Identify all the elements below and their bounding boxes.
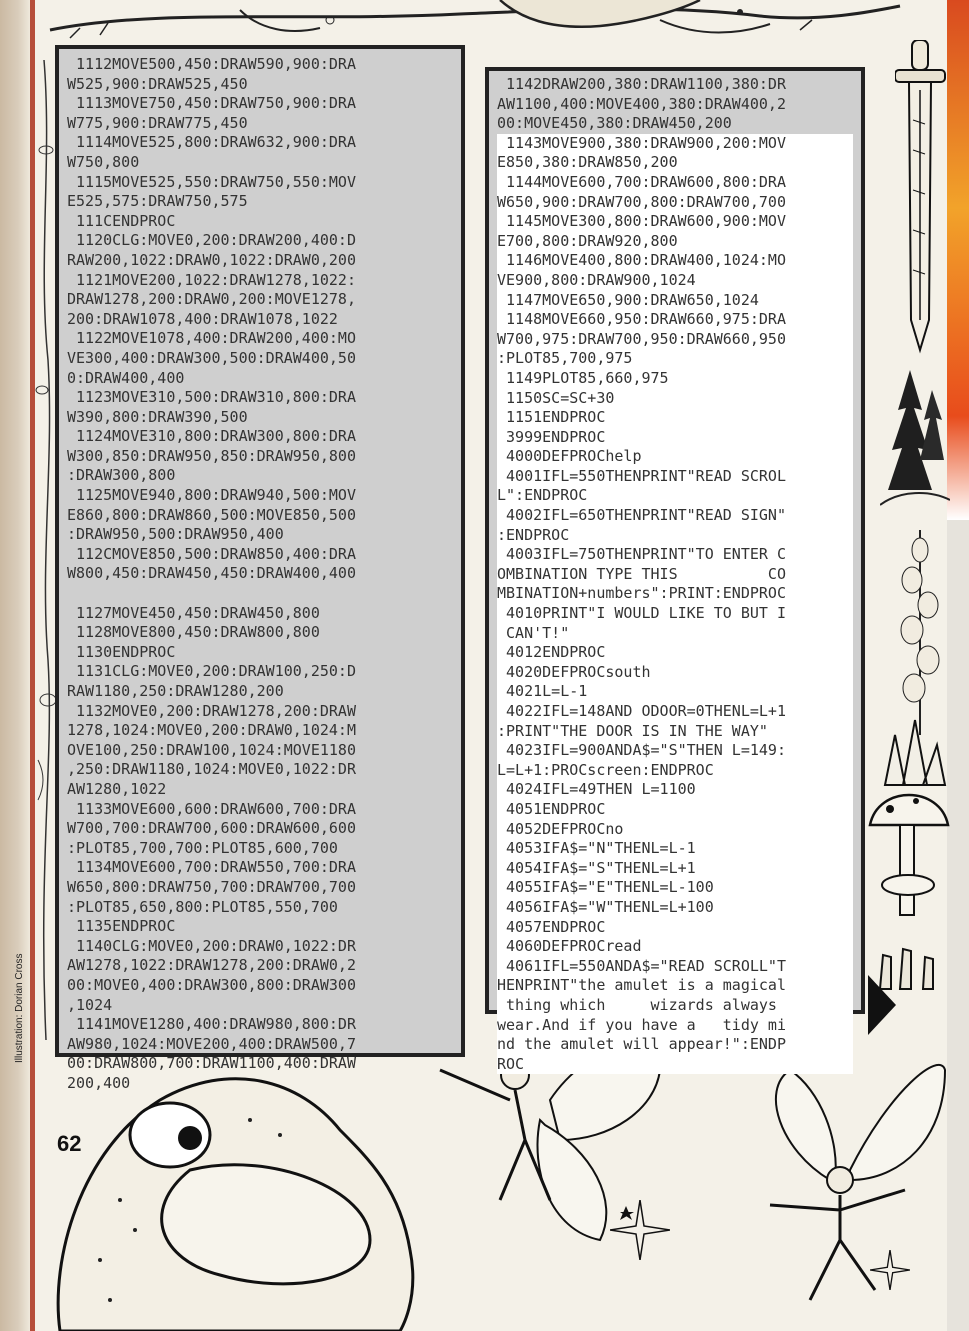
code-line: 1124MOVE310,800:DRAW300,800:DRA (67, 427, 356, 446)
code-line: :PRINT"THE DOOR IS IN THE WAY" (497, 722, 853, 742)
code-line: DRAW1278,200:DRAW0,200:MOVE1278, (67, 290, 356, 309)
code-line: ,250:DRAW1180,1024:MOVE0,1022:DR (67, 760, 356, 779)
code-line: 1115MOVE525,550:DRAW750,550:MOV (67, 172, 356, 191)
code-line: 4055IFA$="E"THENL=L-100 (497, 878, 853, 898)
code-line: OMBINATION TYPE THIS CO (497, 565, 853, 585)
code-line: E850,380:DRAW850,200 (497, 153, 853, 173)
code-line: thing which wizards always (497, 996, 853, 1016)
code-line: 1144MOVE600,700:DRAW600,800:DRA (497, 173, 853, 193)
code-line: 1132MOVE0,200:DRAW1278,200:DRAW (67, 701, 356, 720)
star-sparkle-icon (870, 1250, 910, 1290)
code-line: 4057ENDPROC (497, 918, 853, 938)
code-line: 4000DEFPROChelp (497, 447, 853, 467)
code-line: AW1278,1022:DRAW1278,200:DRAW0,2 (67, 956, 356, 975)
pine-trees-icon (880, 370, 950, 510)
code-line: 200:DRAW1078,400:DRAW1078,1022 (67, 309, 338, 328)
code-line: 1148MOVE660,950:DRAW660,975:DRA (497, 310, 853, 330)
code-line: 4052DEFPROCno (497, 820, 853, 840)
code-line: 1147MOVE650,900:DRAW650,1024 (497, 291, 853, 311)
code-line: VE300,400:DRAW300,500:DRAW400,50 (67, 348, 356, 367)
code-line: 4051ENDPROC (497, 800, 853, 820)
code-line: 00:MOVE0,400:DRAW300,800:DRAW300 (67, 975, 356, 994)
code-line: 1131CLG:MOVE0,200:DRAW100,250:D (67, 662, 356, 681)
code-line: 4061IFL=550ANDA$="READ SCROLL"T (497, 957, 853, 977)
code-line: W650,800:DRAW750,700:DRAW700,700 (67, 877, 356, 896)
arrow-marker-icon (868, 975, 898, 1035)
sword-icon (895, 40, 947, 360)
code-line: 4010PRINT"I WOULD LIKE TO BUT I (497, 604, 853, 624)
code-line: 1130ENDPROC (67, 642, 176, 661)
code-line: 4012ENDPROC (497, 643, 853, 663)
code-line: 4060DEFPROCread (497, 937, 853, 957)
code-line: 1120CLG:MOVE0,200:DRAW200,400:D (67, 231, 356, 250)
code-line (67, 584, 453, 604)
code-line: wear.And if you have a tidy mi (497, 1016, 853, 1036)
code-line: 4002IFL=650THENPRINT"READ SIGN" (497, 506, 853, 526)
right-page-edge (947, 520, 969, 1331)
code-listing-right (485, 67, 865, 1073)
code-line: 1113MOVE750,450:DRAW750,900:DRA (67, 94, 356, 113)
code-line: L=L+1:PROCscreen:ENDPROC (497, 761, 853, 781)
foxglove-flower-icon (890, 520, 950, 740)
code-line: 4023IFL=900ANDA$="S"THEN L=149: (497, 741, 853, 761)
code-line: 1125MOVE940,800:DRAW940,500:MOV (67, 486, 356, 505)
code-line: 4020DEFPROCsouth (497, 663, 853, 683)
code-line: :PLOT85,700,700:PLOT85,600,700 (67, 838, 338, 857)
code-line: 111CENDPROC (67, 211, 176, 230)
code-line: E525,575:DRAW750,575 (67, 192, 248, 211)
code-line: 1149PLOT85,660,975 (497, 369, 853, 389)
code-line: 00:MOVE450,380:DRAW450,200 (497, 114, 853, 134)
code-line: 4021L=L-1 (497, 682, 853, 702)
code-line: 1127MOVE450,450:DRAW450,800 (67, 603, 320, 622)
code-line: 1123MOVE310,500:DRAW310,800:DRA (67, 388, 356, 407)
code-line: 1278,1024:MOVE0,200:DRAW0,1024:M (67, 721, 356, 740)
code-line: :PLOT85,650,800:PLOT85,550,700 (67, 897, 338, 916)
code-line: CAN'T!" (497, 624, 853, 644)
code-line: L":ENDPROC (497, 486, 853, 506)
code-line: 1150SC=SC+30 (497, 389, 853, 409)
code-line: 1122MOVE1078,400:DRAW200,400:MO (67, 329, 356, 348)
code-line: W390,800:DRAW390,500 (67, 407, 248, 426)
code-line: 00:DRAW800,700:DRAW1100,400:DRAW (67, 1054, 356, 1073)
code-line: 1140CLG:MOVE0,200:DRAW0,1022:DR (67, 936, 356, 955)
code-line: 1145MOVE300,800:DRAW600,900:MOV (497, 212, 853, 232)
code-line: W700,975:DRAW700,950:DRAW660,950 (497, 330, 853, 350)
code-line: :DRAW300,800 (67, 466, 176, 485)
right-color-tab (947, 0, 969, 520)
code-line: 4003IFL=750THENPRINT"TO ENTER C (497, 545, 853, 565)
code-line: 200,400 (67, 1073, 131, 1092)
left-vine-icon (34, 60, 56, 1040)
code-line: RAW1180,250:DRAW1280,200 (67, 682, 284, 700)
code-line: 0:DRAW400,400 (67, 368, 185, 387)
illustration-credit (14, 1047, 24, 1063)
code-line: 1112MOVE500,450:DRAW590,900:DRA (67, 55, 356, 73)
code-line: 4054IFA$="S"THENL=L+1 (497, 859, 853, 879)
code-line: 4056IFA$="W"THENL=L+100 (497, 898, 853, 918)
code-line: W700,700:DRAW700,600:DRAW600,600 (67, 819, 356, 838)
code-line: 3999ENDPROC (497, 428, 853, 448)
code-line: AW1280,1022 (67, 779, 167, 798)
code-line: AW980,1024:MOVE200,400:DRAW500,7 (67, 1034, 356, 1053)
branch-top-icon (40, 0, 910, 45)
code-line: 1134MOVE600,700:DRAW550,700:DRA (67, 858, 356, 877)
code-line: 1146MOVE400,800:DRAW400,1024:MO (497, 251, 853, 271)
code-line: ,1024 (67, 995, 113, 1014)
code-line: nd the amulet will appear!":ENDP (497, 1035, 853, 1055)
code-line: 4001IFL=550THENPRINT"READ SCROL (497, 467, 853, 487)
code-line: 1135ENDPROC (67, 917, 176, 936)
mushroom-icon (868, 785, 950, 925)
code-line: MBINATION+numbers":PRINT:ENDPROC (497, 584, 853, 604)
code-line: 112CMOVE850,500:DRAW850,400:DRA (67, 544, 356, 563)
code-line: AW1100,400:MOVE400,380:DRAW400,2 (497, 95, 853, 115)
code-line: 4024IFL=49THEN L=1100 (497, 780, 853, 800)
code-line: 4053IFA$="N"THENL=L-1 (497, 839, 853, 859)
code-line: HENPRINT"the amulet is a magical (497, 976, 853, 996)
code-line: W300,850:DRAW950,850:DRAW950,800 (67, 446, 356, 465)
code-line: E700,800:DRAW920,800 (497, 232, 853, 252)
crystals-icon (875, 715, 950, 795)
code-line: :DRAW950,500:DRAW950,400 (67, 525, 284, 544)
code-line: 1143MOVE900,380:DRAW900,200:MOV (497, 134, 853, 154)
code-line: W650,900:DRAW700,800:DRAW700,700 (497, 193, 853, 213)
code-line: 1121MOVE200,1022:DRAW1278,1022: (67, 270, 356, 289)
page-edge (0, 0, 30, 1331)
code-line: :ENDPROC (497, 526, 853, 546)
code-line: 1133MOVE600,600:DRAW600,700:DRA (67, 799, 356, 818)
page-number: 62 (57, 1131, 82, 1156)
code-line: 1151ENDPROC (497, 408, 853, 428)
code-line: VE900,800:DRAW900,1024 (497, 271, 853, 291)
troll-face-icon (40, 1060, 470, 1331)
code-line: 1128MOVE800,450:DRAW800,800 (67, 623, 320, 642)
code-line: OVE100,250:DRAW100,1024:MOVE1180 (67, 740, 356, 759)
code-line: 1141MOVE1280,400:DRAW980,800:DR (67, 1015, 356, 1034)
code-line: :PLOT85,700,975 (497, 349, 853, 369)
code-line: RAW200,1022:DRAW0,1022:DRAW0,200 (67, 250, 356, 269)
star-sparkle-icon (610, 1200, 670, 1260)
code-line: 1142DRAW200,380:DRAW1100,380:DR (497, 75, 853, 95)
code-line: E860,800:DRAW860,500:MOVE850,500 (67, 505, 356, 524)
code-line: 4022IFL=148AND ODOOR=0THENL=L+1 (497, 702, 853, 722)
code-line: W525,900:DRAW525,450 (67, 74, 248, 93)
code-line: W775,900:DRAW775,450 (67, 113, 248, 132)
code-line: ROC (497, 1055, 853, 1075)
code-line: 1114MOVE525,800:DRAW632,900:DRA (67, 133, 356, 152)
code-listing-left (55, 45, 465, 1092)
code-line: W750,800 (67, 152, 140, 171)
code-line: W800,450:DRAW450,450:DRAW400,400 (67, 564, 356, 583)
